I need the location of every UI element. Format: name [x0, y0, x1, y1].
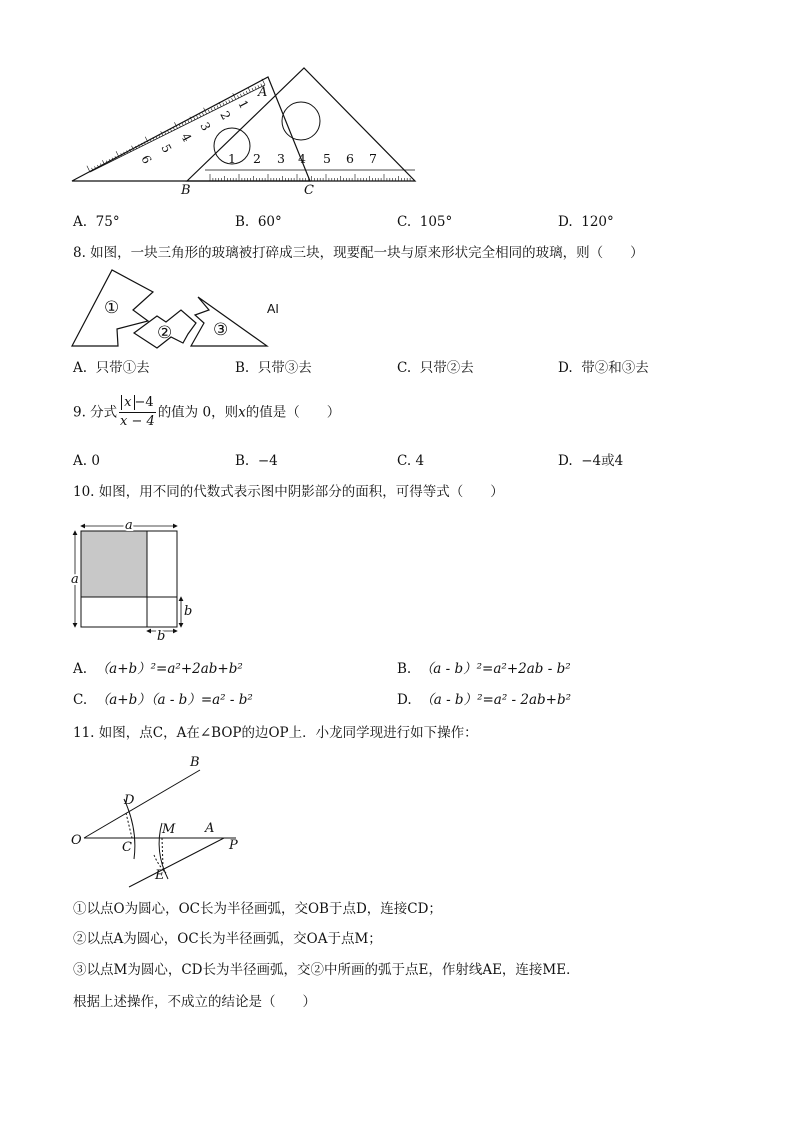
- q7-triangle-mark: 4: [298, 151, 306, 166]
- q9-stem: [73, 395, 340, 430]
- q7-triangle-mark: 6: [346, 151, 354, 166]
- option-text: （a - b）²=a²+2ab - b²: [419, 661, 571, 677]
- q11-step-3: ③以点M为圆心，CD长为半径画弧，交②中所画的弧于点E，作射线AE，连接ME．: [73, 962, 580, 978]
- q8-option-c[interactable]: [397, 359, 474, 377]
- ruler-tick: [232, 98, 233, 101]
- ruler-tick: [188, 120, 189, 123]
- q10-option-d[interactable]: [397, 691, 571, 709]
- option-text: 带②和③去: [581, 360, 649, 376]
- q7-triangle-mark: 7: [369, 151, 377, 166]
- q11-point-C: C: [122, 840, 132, 855]
- ruler-tick: [214, 107, 215, 110]
- q8-figure: [70, 266, 300, 350]
- q9-option-d[interactable]: [558, 452, 623, 470]
- ruler-tick: [246, 91, 247, 94]
- q9-prefix: 9. 分式: [73, 404, 118, 421]
- q7-option-c[interactable]: [397, 213, 452, 231]
- q10-option-b[interactable]: [397, 660, 571, 678]
- q7-triangle-mark: 1: [228, 151, 236, 166]
- option-letter: B.: [235, 360, 250, 376]
- option-letter: C.: [397, 214, 412, 230]
- option-text: 只带②去: [419, 360, 474, 376]
- q8-option-a[interactable]: [73, 359, 150, 377]
- q7-ruler-mark: 1: [235, 97, 252, 112]
- ruler-tick: [243, 92, 244, 95]
- q7-point-C: C: [304, 183, 314, 198]
- q10-option-a[interactable]: [73, 660, 243, 678]
- ruler-tick: [223, 103, 224, 106]
- q9-numerator: [119, 395, 156, 413]
- q9-fraction: [119, 395, 156, 430]
- option-text: −4: [257, 453, 278, 469]
- option-text: 0: [91, 453, 100, 469]
- q8-stem: 8. 如图，一块三角形的玻璃被打碎成三块，现要配一块与原来形状完全相同的玻璃，则（ ）: [73, 245, 644, 261]
- q7-point-A: A: [258, 85, 268, 100]
- q11-figure: [66, 751, 256, 891]
- option-letter: A.: [73, 661, 88, 677]
- option-letter: D.: [558, 214, 573, 230]
- q7-triangle-mark: 2: [253, 151, 261, 166]
- ruler-tick: [202, 113, 203, 116]
- option-letter: B.: [235, 453, 250, 469]
- q7-ruler-triangle: [72, 77, 310, 181]
- q7-ruler-mark: 5: [158, 141, 175, 156]
- q7-option-a[interactable]: [73, 213, 120, 231]
- q8-option-b[interactable]: [235, 359, 312, 377]
- option-text: 105°: [419, 214, 453, 230]
- q7-option-d[interactable]: [558, 213, 614, 231]
- q10-label-b-bottom: b: [157, 629, 166, 644]
- option-text: −4或4: [581, 453, 624, 469]
- q11-point-M: M: [162, 822, 176, 837]
- q9-suffix-2: 的值是（ ）: [245, 404, 341, 421]
- q11-step-2: ②以点A为圆心，OC长为半径画弧，交OA于点M；: [73, 931, 382, 947]
- option-text: 120°: [581, 214, 614, 230]
- q8-label-1: ①: [104, 298, 120, 318]
- option-letter: B.: [397, 661, 412, 677]
- ruler-tick: [248, 88, 250, 92]
- q7-hole-right: [282, 102, 320, 140]
- q11-ray-AE: [129, 838, 224, 887]
- q7-triangle-numbers: [228, 151, 377, 166]
- q11-point-B: B: [190, 755, 200, 770]
- q8-label-3: ③: [213, 320, 229, 340]
- ruler-tick: [194, 117, 195, 120]
- option-text: （a - b）²=a² - 2ab+b²: [420, 692, 572, 708]
- ruler-tick: [252, 88, 253, 91]
- option-text: 4: [415, 453, 425, 469]
- q11-point-D: D: [124, 793, 135, 808]
- q8-option-d[interactable]: [558, 359, 649, 377]
- option-text: （a+b）²=a²+2ab+b²: [95, 661, 243, 677]
- ruler-tick: [255, 87, 256, 90]
- q7-ruler-mark: 2: [217, 108, 234, 123]
- q7-figure: [60, 60, 430, 200]
- q9-option-b[interactable]: [235, 452, 278, 470]
- q9-suffix-1: 的值为 0，则: [157, 404, 239, 421]
- q10-label-a-left: a: [71, 572, 79, 587]
- ruler-tick: [208, 110, 209, 113]
- q7-ruler-mark: 3: [197, 119, 214, 134]
- ruler-tick: [237, 95, 238, 98]
- q8-piece-3: [188, 286, 215, 346]
- q10-option-c[interactable]: [73, 691, 253, 709]
- option-letter: C.: [397, 360, 412, 376]
- q10-figure: [66, 517, 196, 644]
- q9-denominator: x − 4: [120, 414, 155, 429]
- q10-stem: 10. 如图，用不同的代数式表示图中阴影部分的面积，可得等式（ ）: [73, 484, 504, 500]
- option-letter: C.: [397, 453, 412, 469]
- q9-abs-x: x: [121, 395, 134, 410]
- ruler-tick: [173, 127, 174, 130]
- option-letter: D.: [397, 692, 412, 708]
- option-letter: B.: [235, 214, 250, 230]
- q11-point-A: A: [205, 821, 215, 836]
- ruler-tick: [199, 114, 200, 117]
- q9-option-c[interactable]: [397, 452, 424, 470]
- q7-option-b[interactable]: [235, 213, 282, 231]
- q8-watermark: AI: [267, 302, 279, 316]
- q11-point-P: P: [229, 838, 238, 853]
- q7-point-B: B: [181, 183, 191, 198]
- ruler-tick: [211, 108, 212, 111]
- q10-label-a-top: a: [125, 518, 133, 533]
- q9-var: x: [238, 404, 246, 421]
- ruler-tick: [182, 123, 183, 126]
- q9-option-a[interactable]: [73, 452, 100, 470]
- ruler-tick: [226, 101, 227, 104]
- q8-shard-3: [191, 297, 267, 346]
- q8-label-2: ②: [157, 323, 173, 343]
- q7-triangle-mark: 5: [323, 151, 331, 166]
- option-text: 只带①去: [95, 360, 150, 376]
- option-letter: A.: [73, 453, 88, 469]
- option-letter: D.: [558, 360, 573, 376]
- option-letter: A.: [73, 360, 88, 376]
- option-text: 75°: [95, 214, 120, 230]
- ruler-tick: [179, 124, 180, 127]
- ruler-tick: [240, 94, 241, 97]
- option-text: 60°: [257, 214, 282, 230]
- ruler-tick: [217, 106, 218, 109]
- option-letter: D.: [558, 453, 573, 469]
- q11-point-E: E: [155, 868, 165, 883]
- q10-shaded-area: [81, 531, 147, 597]
- q7-triangle-mark: 3: [277, 151, 285, 166]
- ruler-tick: [197, 116, 198, 119]
- q7-ruler-mark: 6: [138, 152, 155, 167]
- ruler-tick: [185, 121, 186, 124]
- q11-point-O: O: [71, 833, 82, 848]
- q11-stem: 11. 如图，点C，A在∠BOP的边OP上．小龙同学现进行如下操作：: [73, 725, 478, 741]
- ruler-tick: [229, 100, 230, 103]
- q9-num-rest: −4: [134, 395, 154, 410]
- ruler-tick: [87, 166, 90, 172]
- option-text: 只带③去: [257, 360, 312, 376]
- q7-ruler-mark: 4: [178, 130, 195, 145]
- q11-step-1: ①以点O为圆心，OC长为半径画弧，交OB于点D，连接CD；: [73, 901, 442, 917]
- q11-ray-OB: [84, 770, 200, 838]
- option-text: （a+b）（a - b）=a² - b²: [95, 692, 253, 708]
- q10-label-b-right: b: [184, 604, 193, 619]
- q11-conclusion: 根据上述操作，不成立的结论是（ ）: [73, 994, 316, 1010]
- option-letter: C.: [73, 692, 88, 708]
- option-letter: A.: [73, 214, 88, 230]
